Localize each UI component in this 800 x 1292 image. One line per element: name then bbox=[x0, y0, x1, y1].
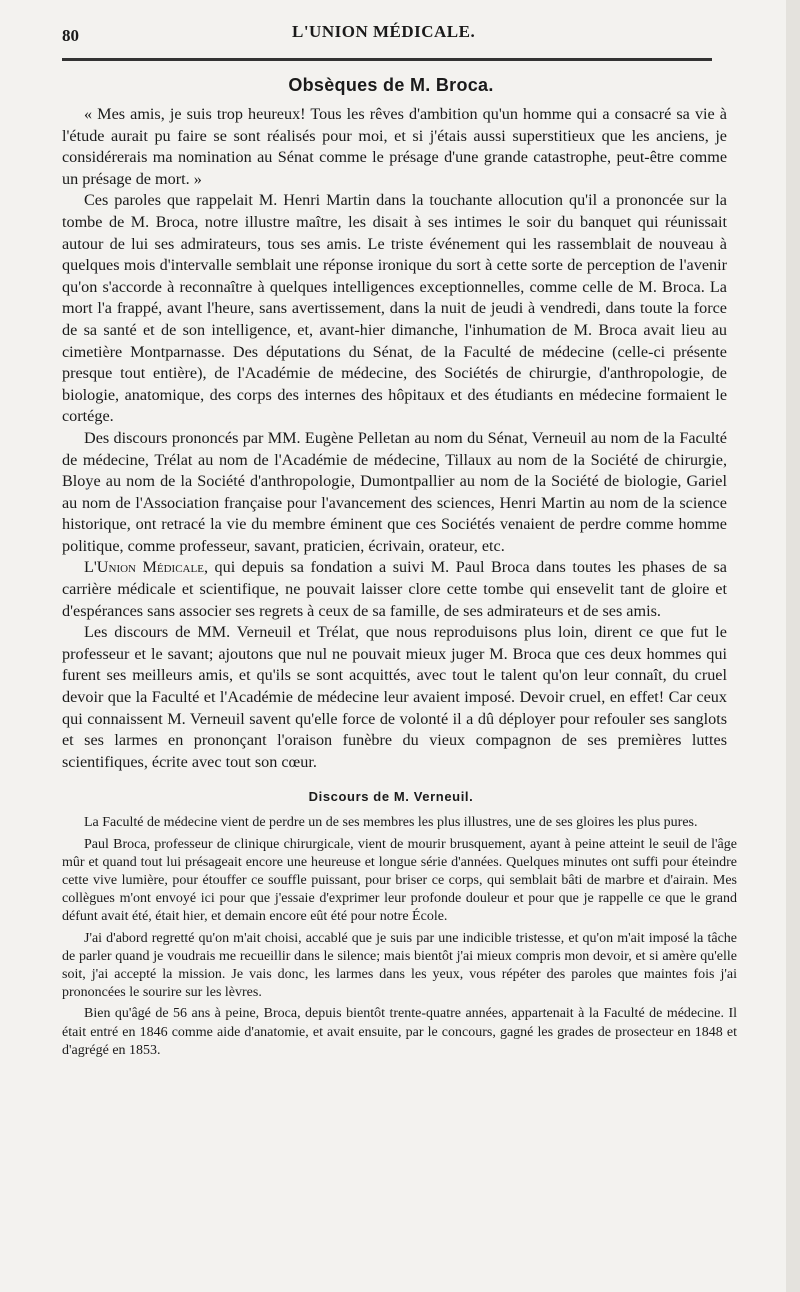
running-head bbox=[62, 18, 720, 48]
paragraph: Les discours de MM. Verneuil et Trélat, que nous reproduisons plus loin, dirent ce que fut le professeur et le savant; ajoutons que nul ne pouvait mieux juger M. Broca que ces deux hommes qui furent ses meilleurs amis, et qu'ils se sont acquittés, avec tout le talent qu'on leur connaît, du cruel devoir que la Faculté et l'Académie de médecine leur avaient imposé. Devoir cruel, en effet! Car ceux qui connaissent M. Verneuil savent qu'elle force de volonté il a dû déployer pour refouler ses sanglots et ses larmes en prononçant l'oraison funèbre du vieux compagnon de ses premières luttes scientifiques, écrite avec tout son cœur. bbox=[62, 623, 727, 771]
paragraph: « Mes amis, je suis trop heureux! Tous les rêves d'ambition qu'un homme qui a consacré sa vie à l'étude aurait pu faire se sont réalisés pour moi, et si j'étais aussi superstitieux que les anciens, je considérerais ma nomination au Sénat comme le présage d'une grande catastrophe, peut-être comme un présage de mort. » bbox=[62, 105, 727, 188]
article-body bbox=[62, 104, 727, 773]
page-edge bbox=[786, 0, 800, 1292]
page-number: 80 bbox=[62, 26, 79, 45]
paragraph: Ces paroles que rappelait M. Henri Martin dans la touchante allocution qu'il a prononcée sur la tombe de M. Broca, notre illustre maître, les disait à ses intimes le soir du banquet qui réunissait autour de lui ses admirateurs, tous ses amis. Le triste événement qui les rassemblait de nouveau à quelques mois d'intervalle semblait une réponse ironique du sort à cette sorte de perception de l'avenir qu'on s'accorde à reconnaître à quelques intelligences exceptionnelles, comme celle de M. Broca. La mort l'a frappé, avant l'heure, sans avertissement, dans la nuit de jeudi à vendredi, dans toute la force de sa santé et de son intelligence, et, avant-hier dimanche, l'inhumation de M. Broca avait lieu au cimetière Montparnasse. Des députations du Sénat, de la Faculté de médecine (celle-ci présente presque tout entière), de l'Académie de médecine, des Sociétés de chirurgie, d'anthropologie, de biologie, anatomique, des corps des internes des hôpitaux et des étudiants en médecine formaient le cortége. bbox=[62, 191, 727, 426]
header-rule bbox=[62, 58, 712, 61]
article-title: Obsèques de M. Broca. bbox=[288, 75, 494, 95]
discourse-title: Discours de M. Verneuil. bbox=[308, 789, 474, 805]
paragraph: Paul Broca, professeur de clinique chirurgicale, vient de mourir brusquement, ayant à peine atteint le seuil de l'âge mûr et quand tout lui présageait encore une heureuse et longue série d'années. Quelques minutes ont suffi pour éteindre cette vive lumière, pour étouffer ce souffle puissant, pour briser ce corps, qui semblait bâti de marbre et d'airain. Mes collègues m'ont envoyé ici pour que j'essaie d'exprimer leur profonde douleur et pour que je rappelle ce que le grand défunt avait été, était hier, et demain encore eût été pour notre École. bbox=[62, 836, 737, 925]
journal-name-smallcaps: L'Union Médicale bbox=[84, 558, 204, 577]
journal-title: L'UNION MÉDICALE. bbox=[292, 22, 476, 41]
paragraph bbox=[62, 557, 727, 622]
paragraph: J'ai d'abord regretté qu'on m'ait choisi, accablé que je suis par une indicible tristesse, et qu'on m'ait imposé la tâche de parler quand je voudrais me recueillir dans le silence; mais bientôt j'ai mieux compris mon devoir, et si amère qu'elle soit, j'ai accepté la mission. Je vais donc, les larmes dans les yeux, vous répéter des paroles que maintes fois j'ai prononcées le sourire sur les lèvres. bbox=[62, 930, 737, 1001]
paragraph: Des discours prononcés par MM. Eugène Pelletan au nom du Sénat, Verneuil au nom de la Faculté de médecine, Trélat au nom de l'Académie de médecine, Tillaux au nom de la Société de chirurgie, Bloye au nom de la Société d'anthropologie, Dumontpallier au nom de la Société de biologie, Gariel au nom de l'Association française pour l'avancement des sciences, Henri Martin au nom de la science historique, ont retracé la vie du membre éminent que ces Sociétés venaient de perdre comme homme politique, comme professeur, savant, praticien, écrivain, orateur, etc. bbox=[62, 428, 727, 555]
discourse-body bbox=[62, 814, 737, 1060]
paragraph: La Faculté de médecine vient de perdre un de ses membres les plus illustres, une de ses gloires les plus pures. bbox=[84, 815, 698, 831]
paragraph-text: , qui depuis sa fondation a suivi M. Paul Broca dans toutes les phases de sa carrière médicale et scientifique, ne pouvait laisser clore cette tombe qui ensevelit tant de gloire et d'espérances sans associer ses regrets à ceux de sa famille, de ses admirateurs et de ses amis. bbox=[62, 558, 727, 620]
paragraph: Bien qu'âgé de 56 ans à peine, Broca, depuis bientôt trente-quatre années, appartenait à la Faculté de médecine. Il était entré en 1846 comme aide d'anatomie, et avait ensuite, par le concours, gagné les grades de prosecteur en 1848 et d'agrégé en 1853. bbox=[62, 1006, 737, 1058]
